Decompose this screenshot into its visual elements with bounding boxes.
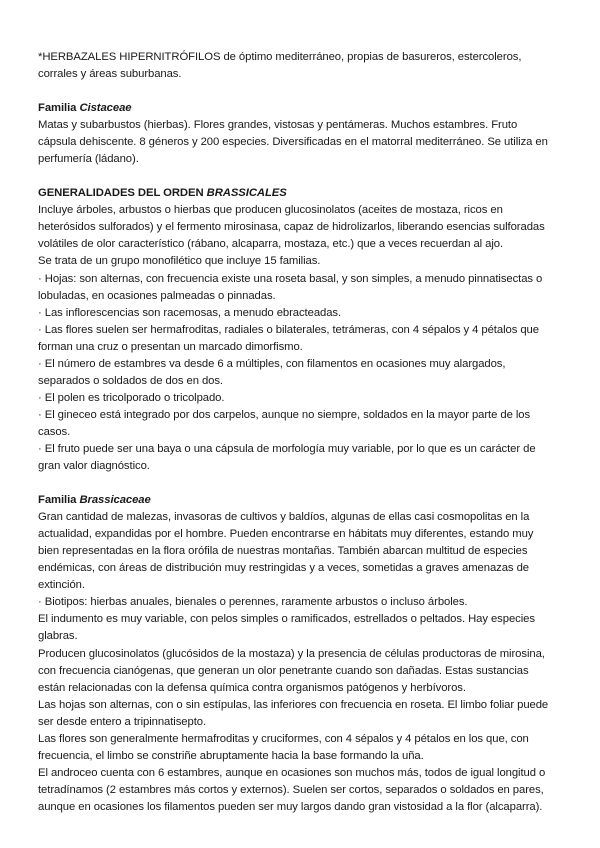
heading-taxon: Cistaceae [79,102,132,115]
brassicales-paragraph: Incluye árboles, arbustos o hierbas que producen glucosinolatos (aceites de mostaza, ricos en heterósidos sulforados) y el fermento mirosinasa, capaz de hidrolizarlos, liberando esencias sulforadas volátiles de olor característico (rábano, alcaparra, mostaza, etc.) que a veces recuerdan al ajo. [38,204,545,251]
spacer [38,83,550,100]
brassicales-bullet: · El fruto puede ser una baya o una cápsula de morfología muy variable, por lo que es un carácter de gran valor diagnóstico. [38,442,536,473]
brassicales-bullet: · Las flores suelen ser hermafroditas, radiales o bilaterales, tetrámeras, con 4 sépalos y 4 pétalos que forman una cruz o presentan un marcado dimorfismo. [38,323,539,353]
cistaceae-paragraph: Matas y subarbustos (hierbas). Flores grandes, vistosas y pentámeras. Muchos estambres. Fruto cápsula dehiscente. 8 géneros y 200 especies. Diversificadas en el matorral mediterráneo. Se utiliza en perfumería (ládano). [38,119,548,166]
spacer [38,168,550,185]
brassicaceae-heading [38,492,550,509]
brassicaceae-paragraph: Producen glucosinolatos (glucósidos de la mostaza) y la presencia de células productoras de mirosina, con frecuencia cianógenas, que generan un olor penetrante cuando son dañadas. Estas sustancias están relacionadas con la defensa química contra organismos patógenos y herbívoros. [38,647,545,694]
brassicaceae-paragraph: Las hojas son alternas, con o sin estípulas, las inferiores con frecuencia en roseta. El limbo foliar puede ser desde entero a tripinnatisepto. [38,698,549,728]
brassicaceae-paragraph: Gran cantidad de malezas, invasoras de cultivos y baldíos, algunas de ellas casi cosmopolitas en la actualidad, expandidas por el hombre. Pueden encontrarse en hábitats muy diferentes, estando muy bien representadas en la flora orófila de nuestras montañas. También abarcan multitud de especies endémicas, con áreas de distribución muy restringidas y a veces, sometidas a graves amenazas de extinción. [38,511,534,592]
heading-prefix: GENERALIDADES DEL ORDEN [38,187,207,200]
spacer [38,475,550,492]
herbazales-paragraph: *HERBAZALES HIPERNITRÓFILOS de óptimo mediterráneo, propias de basureros, estercoleros, corrales y áreas suburbanas. [38,51,522,81]
brassicales-paragraph: Se trata de un grupo monofilético que incluye 15 familias. [38,255,321,268]
heading-prefix: Familia [38,494,80,507]
brassicaceae-paragraph: El indumento es muy variable, con pelos simples o ramificados, estrellados o peltados. Hay especies glabras. [38,613,535,643]
brassicales-heading [38,185,550,202]
cistaceae-heading [38,100,550,117]
brassicales-bullet: · Hojas: son alternas, con frecuencia existe una roseta basal, y son simples, a menudo pinnatisectas o lobuladas, en ocasiones palmeadas o pinnadas. [38,272,543,302]
brassicaceae-paragraph: El androceo cuenta con 6 estambres, aunque en ocasiones son muchos más, todos de igual longitud o tetradínamos (2 estambres más cortos y externos). Suelen ser cortos, separados o soldados en pares, aunque en ocasiones los filamentos pueden ser muy largos dando gran vistosidad a la flor (alcaparra). [38,766,546,813]
heading-prefix: Familia [38,102,80,115]
brassicaceae-paragraph: Las flores son generalmente hermafroditas y cruciformes, con 4 sépalos y 4 pétalos en los que, con frecuencia, el limbo se constriñe abruptamente hacia la base formando la uña. [38,732,529,762]
brassicales-bullet: · Las inflorescencias son racemosas, a menudo ebracteadas. [38,306,342,319]
brassicales-bullet: · El número de estambres va desde 6 a múltiples, con filamentos en ocasiones muy alargados, separados o soldados de dos en dos. [38,357,506,387]
heading-taxon: BRASSICALES [206,187,287,200]
brassicales-bullet: · El polen es tricolporado o tricolpado. [38,391,225,404]
brassicales-bullet: · El gineceo está integrado por dos carpelos, aunque no siempre, soldados en la mayor parte de los casos. [38,408,531,438]
heading-taxon: Brassicaceae [79,494,151,507]
brassicaceae-bullet: · Biotipos: hierbas anuales, bienales o perennes, raramente arbustos o incluso árboles. [38,596,468,609]
